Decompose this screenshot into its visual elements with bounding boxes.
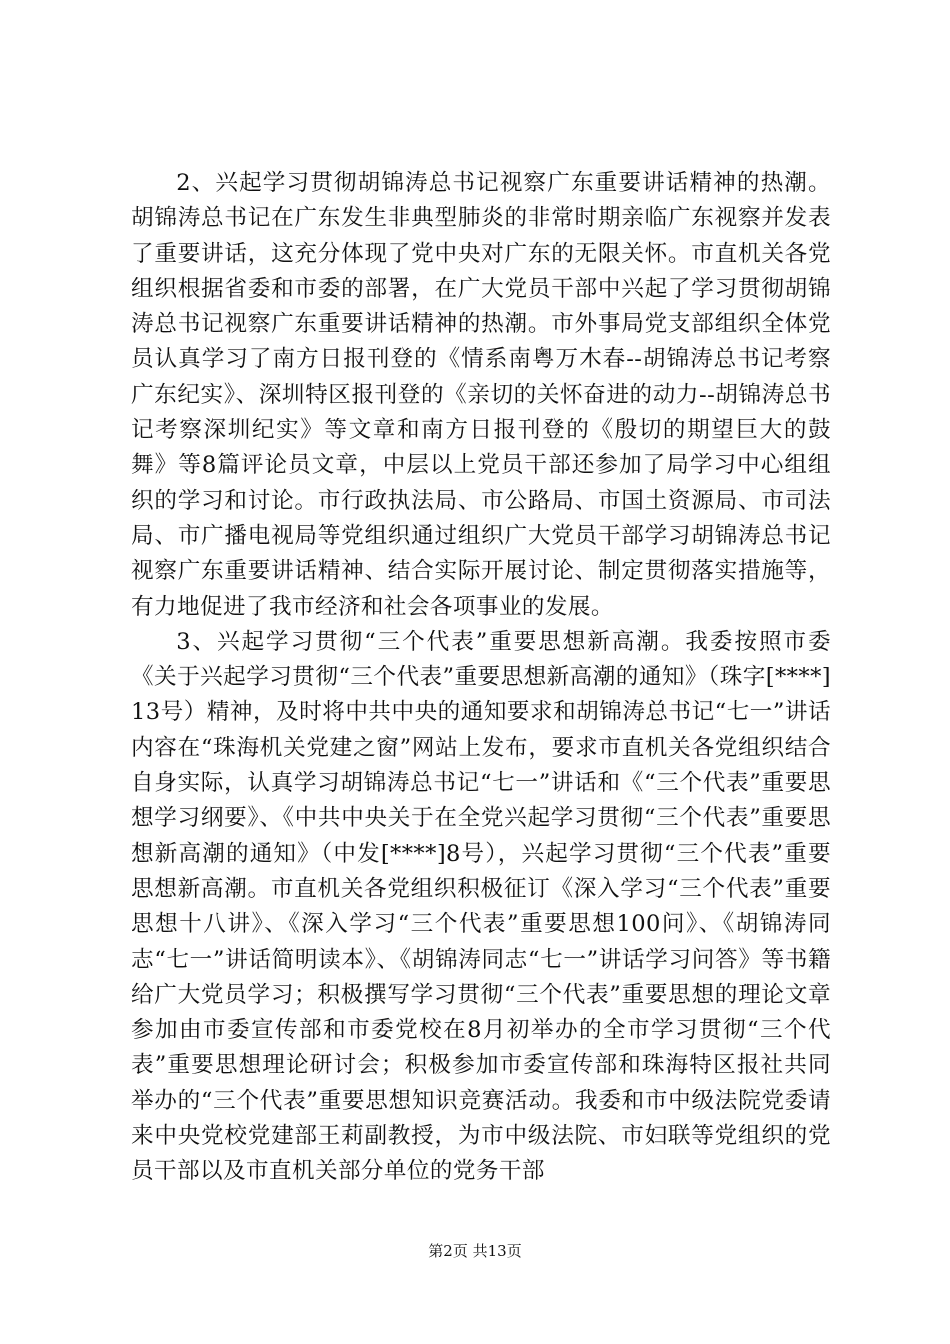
document-body [131, 166, 831, 1190]
paragraph-item-2: 2、兴起学习贯彻胡锦涛总书记视察广东重要讲话精神的热潮。胡锦涛总书记在广东发生非典型肺炎的非常时期亲临广东视察并发表了重要讲话，这充分体现了党中央对广东的无限关怀。市直机关各党组织根据省委和市委的部署，在广大党员干部中兴起了学习贯彻胡锦涛总书记视察广东重要讲话精神的热潮。市外事局党支部组织全体党员认真学习了南方日报刊登的《情系南粤万木春--胡锦涛总书记考察广东纪实》、深圳特区报刊登的《亲切的关怀奋进的动力--胡锦涛总书记考察深圳纪实》等文章和南方日报刊登的《殷切的期望巨大的鼓舞》等8篇评论员文章，中层以上党员干部还参加了局学习中心组组织的学习和讨论。市行政执法局、市公路局、市国土资源局、市司法局、市广播电视局等党组织通过组织广大党员干部学习胡锦涛总书记视察广东重要讲话精神、结合实际开展讨论、制定贯彻落实措施等，有力地促进了我市经济和社会各项事业的发展。 [131, 170, 831, 620]
paragraph-item-3: 3、兴起学习贯彻“三个代表”重要思想新高潮。我委按照市委《关于兴起学习贯彻“三个代表”重要思想新高潮的通知》（珠字[****]13号）精神，及时将中共中央的通知要求和胡锦涛总书记“七一”讲话内容在“珠海机关党建之窗”网站上发布，要求市直机关各党组织结合自身实际，认真学习胡锦涛总书记“七一”讲话和《“三个代表”重要思想学习纲要》、《中共中央关于在全党兴起学习贯彻“三个代表”重要思想新高潮的通知》（中发[****]8号），兴起学习贯彻“三个代表”重要思想新高潮。市直机关各党组织积极征订《深入学习“三个代表”重要思想十八讲》、《深入学习“三个代表”重要思想100问》、《胡锦涛同志“七一”讲话简明读本》、《胡锦涛同志“七一”讲话学习问答》等书籍给广大党员学习；积极撰写学习贯彻“三个代表”重要思想的理论文章参加由市委宣传部和市委党校在8月初举办的全市学习贯彻“三个代表”重要思想理论研讨会；积极参加市委宣传部和珠海特区报社共同举办的“三个代表”重要思想知识竞赛活动。我委和市中级法院党委请来中央党校党建部王莉副教授，为市中级法院、市妇联等党组织的党员干部以及市直机关部分单位的党务干部 [131, 628, 831, 1185]
page-footer: 第2页 共13页 [428, 1242, 522, 1260]
